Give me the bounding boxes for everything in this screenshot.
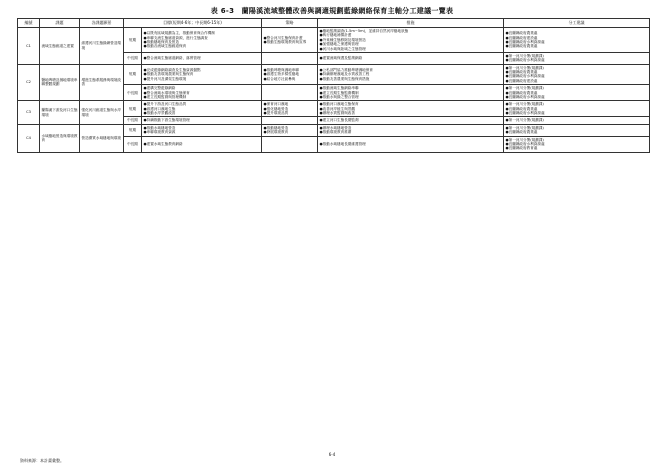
bullet-item: ●以既有區域規劃為主，推動保育與合作機制 — [143, 31, 215, 36]
bullet-item: ●第一河川分署(規劃課) — [505, 53, 544, 58]
bullet-item: ●提升下游及河口生態品質 — [143, 102, 187, 107]
table-row — [18, 101, 650, 117]
bullet-item: ●宜蘭縣政府水利資源處 — [505, 141, 545, 146]
bullet-item: ●整合流域生態廊道網絡，落實管理 — [143, 56, 201, 61]
bullet-item: ●第一河川分署(規劃課) — [505, 65, 544, 70]
goal-cell — [142, 101, 262, 117]
section-vision: 增進生態系服務與環境改善 — [80, 64, 124, 101]
bullet-item: ●外來種生態移除及環境營造 — [319, 37, 366, 42]
bullet-item: ●推動埤塘與濕地串聯 — [263, 67, 299, 72]
bullet-item: ●串聯支流生態廊道資源，進行生態調查 — [143, 35, 208, 40]
bullet-item: ●公私部門協力推動埤塘濕地保育 — [319, 67, 373, 72]
goal-cell — [142, 28, 262, 53]
bullet-item: ●發展環境教育 — [263, 130, 289, 135]
bullet-item: ●宜蘭縣政府農業處 — [505, 106, 538, 111]
table-row — [18, 28, 650, 53]
bullet-item: ●辦理水域棲地營造 — [319, 125, 352, 130]
division-cell — [504, 64, 650, 85]
table-title: 表 6-3 蘭陽溪流域整體改善與調適規劃藍綠網絡保育主軸分工建議一覽表 — [210, 7, 454, 15]
bullet-item: ●第一河川分署(規劃課) — [505, 137, 544, 142]
bullet-item: ●宜蘭縣政府教育處 — [505, 146, 538, 151]
bullet-item: ●宜蘭縣政府建設處 — [505, 35, 538, 40]
bullet-item: ●整合河川生態保育計畫 — [263, 35, 303, 40]
bullet-item: ●第一河川分署(規劃課) — [505, 102, 544, 107]
bullet-item: ●第一河川分署(規劃課) — [505, 118, 544, 123]
bullet-item: ●棲地監測調查(1.5m~5m)，並維持自然河岸棲地狀態 — [319, 29, 409, 33]
division-cell — [504, 52, 650, 64]
bullet-item: ●宜蘭縣政府農業處 — [505, 130, 538, 135]
header-vision: 各課題願景 — [80, 19, 124, 28]
bullet-item: ●宜蘭縣政府農業處 — [505, 90, 538, 95]
bullet-item: ●完成藍綠網絡調查及生態資源盤點 — [143, 67, 201, 72]
strategy-cell — [262, 52, 318, 64]
bullet-item: ●宜蘭縣政府水利資源處 — [505, 94, 545, 99]
goal-cell — [142, 52, 262, 64]
bullet-item: ●宜蘭縣政府建設處 — [505, 78, 538, 83]
header-division: 分工建議 — [504, 19, 650, 28]
bullet-item: ●持續辦理濕地及水質改善工程 — [319, 72, 370, 77]
bullet-item: ●推動棲地保育及營造 — [143, 39, 179, 44]
bullet-item: ●推動各流域生態廊道保育 — [143, 44, 187, 49]
section-id: C4 — [18, 124, 40, 152]
bullet-item: ●河川水域與陸域之生態管理 — [319, 46, 366, 51]
bullet-item: ●建立河口生態長期監測 — [319, 118, 359, 123]
goal-cell — [142, 64, 262, 85]
section-issue: 蘭陽溪下游及河口生態環境 — [40, 101, 80, 125]
section-id: C1 — [18, 28, 40, 65]
bullet-item: ●宜蘭縣政府農業處 — [505, 44, 538, 49]
term-cell: 短期 — [124, 101, 142, 117]
table-row — [18, 64, 650, 85]
section-vision: 維護河川生態綠網營造環境 — [80, 28, 124, 65]
division-cell — [504, 124, 650, 136]
strategy-cell — [262, 117, 318, 124]
bullet-item: ●宜蘭縣政府農業處 — [505, 31, 538, 36]
strategy-cell — [262, 124, 318, 136]
bullet-item: ●建置水域生態教育網絡 — [143, 141, 183, 146]
bullet-item: ●持續推動下游生態環境管理 — [143, 118, 190, 123]
section-issue: 水域棲地營造與環境教育 — [40, 124, 80, 152]
term-cell: 中長期 — [124, 117, 142, 124]
bullet-item: ●推動友善農業與生態保育措施 — [319, 76, 370, 81]
goal-cell — [142, 117, 262, 124]
bullet-item: ●建置流域保護及監測網絡 — [319, 56, 363, 61]
bullet-item: ●提升環境品質 — [263, 111, 289, 115]
table-row — [18, 124, 650, 136]
goal-cell — [142, 136, 262, 152]
bullet-item: ●推動棲地營造 — [263, 125, 289, 130]
measures-cell — [318, 28, 504, 53]
bullet-item: ●宜蘭縣政府水利資源處 — [505, 39, 545, 44]
bullet-item: ●宜蘭縣政府農業處 — [505, 70, 538, 74]
bullet-item: ●推動水域棲地長期維護管理 — [319, 141, 366, 146]
bullet-item: ●宜蘭縣政府水利資源處 — [505, 58, 545, 63]
term-cell: 中長期 — [124, 52, 142, 64]
bullet-item: ●執行棲地補償計畫 — [319, 33, 352, 38]
bullet-item: ●推動環境教育推廣 — [319, 130, 352, 135]
header-row — [18, 19, 650, 28]
measures-cell — [318, 117, 504, 124]
measures-cell — [318, 52, 504, 64]
bullet-item: ●推動生態環境教育與宣導 — [263, 39, 307, 44]
division-cell — [504, 85, 650, 101]
bullet-item: ●建立長期生態監測機制 — [319, 90, 359, 95]
bullet-item: ●強化棲地營造 — [263, 106, 289, 111]
bullet-item: ●加強棲地之保護與管理 — [319, 42, 359, 47]
bullet-item: ●推動水岸景觀改善 — [143, 111, 176, 115]
measures-cell — [318, 136, 504, 152]
source-note: 資料來源：本計畫彙整。 — [20, 458, 64, 463]
strategy-cell — [262, 28, 318, 53]
section-vision: 營造優質水域棲地與環境 — [80, 124, 124, 152]
strategy-cell — [262, 136, 318, 152]
bullet-item: ●推動水域棲地營造 — [143, 125, 176, 130]
bullet-item: ●辦理水質監測與改善 — [319, 111, 355, 115]
measures-cell — [318, 64, 504, 85]
bullet-item: ●推動友善環境農業與生態保育 — [143, 72, 194, 77]
division-cell — [504, 136, 650, 152]
division-cell — [504, 117, 650, 124]
section-id: C3 — [18, 101, 40, 125]
bullet-item: ●整合流域水環境與生態保育 — [143, 90, 190, 95]
page-number: 6-4 — [328, 452, 336, 457]
bullet-item: ●結合地方社區參與 — [263, 76, 296, 81]
term-cell: 短期 — [124, 28, 142, 53]
goal-cell — [142, 124, 262, 136]
bullet-item: ●保育河口濕地 — [263, 102, 289, 107]
header-issue: 課題 — [40, 19, 80, 28]
division-cell — [504, 101, 650, 117]
header-goal: 目標(短期4-6年；中長期6-15年) — [124, 19, 262, 28]
strategy-cell — [262, 101, 318, 117]
section-issue: 鹽地埤塘及濕地環境串聯整體規劃 — [40, 64, 80, 101]
header-id: 編號 — [18, 19, 40, 28]
bullet-item: ●推動流域生態網絡串聯 — [319, 86, 359, 91]
division-table — [17, 18, 650, 153]
bullet-item: ●維護河口濕地生態 — [143, 106, 176, 111]
section-id: C2 — [18, 64, 40, 101]
bullet-item: ●第一河川分署(規劃課) — [505, 125, 544, 130]
division-cell — [504, 28, 650, 53]
term-cell: 中長期 — [124, 85, 142, 101]
term-cell: 短期 — [124, 64, 142, 85]
bullet-item: ●宜蘭縣政府水利資源處 — [505, 74, 545, 79]
bullet-item: ●提升河川及溝渠生態環境 — [143, 76, 187, 81]
term-cell: 短期 — [124, 124, 142, 136]
measures-cell — [318, 85, 504, 101]
bullet-item: ●建立長期監測與管理機制 — [143, 94, 187, 99]
measures-cell — [318, 101, 504, 117]
bullet-item: ●改善河岸植生與景觀 — [319, 106, 355, 111]
bullet-item: ●維護生物多樣性棲地 — [263, 72, 299, 77]
bullet-item: ●串聯環境教育資源 — [143, 130, 176, 135]
strategy-cell — [262, 64, 318, 85]
section-vision: 強化河川廊道生態與水岸環境 — [80, 101, 124, 125]
header-measures: 措施 — [318, 19, 504, 28]
bullet-item: ●宜蘭縣政府水利資源處 — [505, 111, 545, 115]
strategy-cell — [262, 85, 318, 101]
bullet-item: ●第一河川分署(規劃課) — [505, 86, 544, 91]
goal-cell — [142, 85, 262, 101]
section-issue: 流域生態廊道之建置 — [40, 28, 80, 65]
bullet-item: ●建構完整藍綠網絡 — [143, 86, 176, 91]
bullet-item: ●推動水與綠之整合管理 — [319, 94, 359, 99]
measures-cell — [318, 124, 504, 136]
bullet-item: ●推動河口濕地生態保育 — [319, 102, 359, 107]
term-cell: 中長期 — [124, 136, 142, 152]
header-strategy: 策略 — [262, 19, 318, 28]
